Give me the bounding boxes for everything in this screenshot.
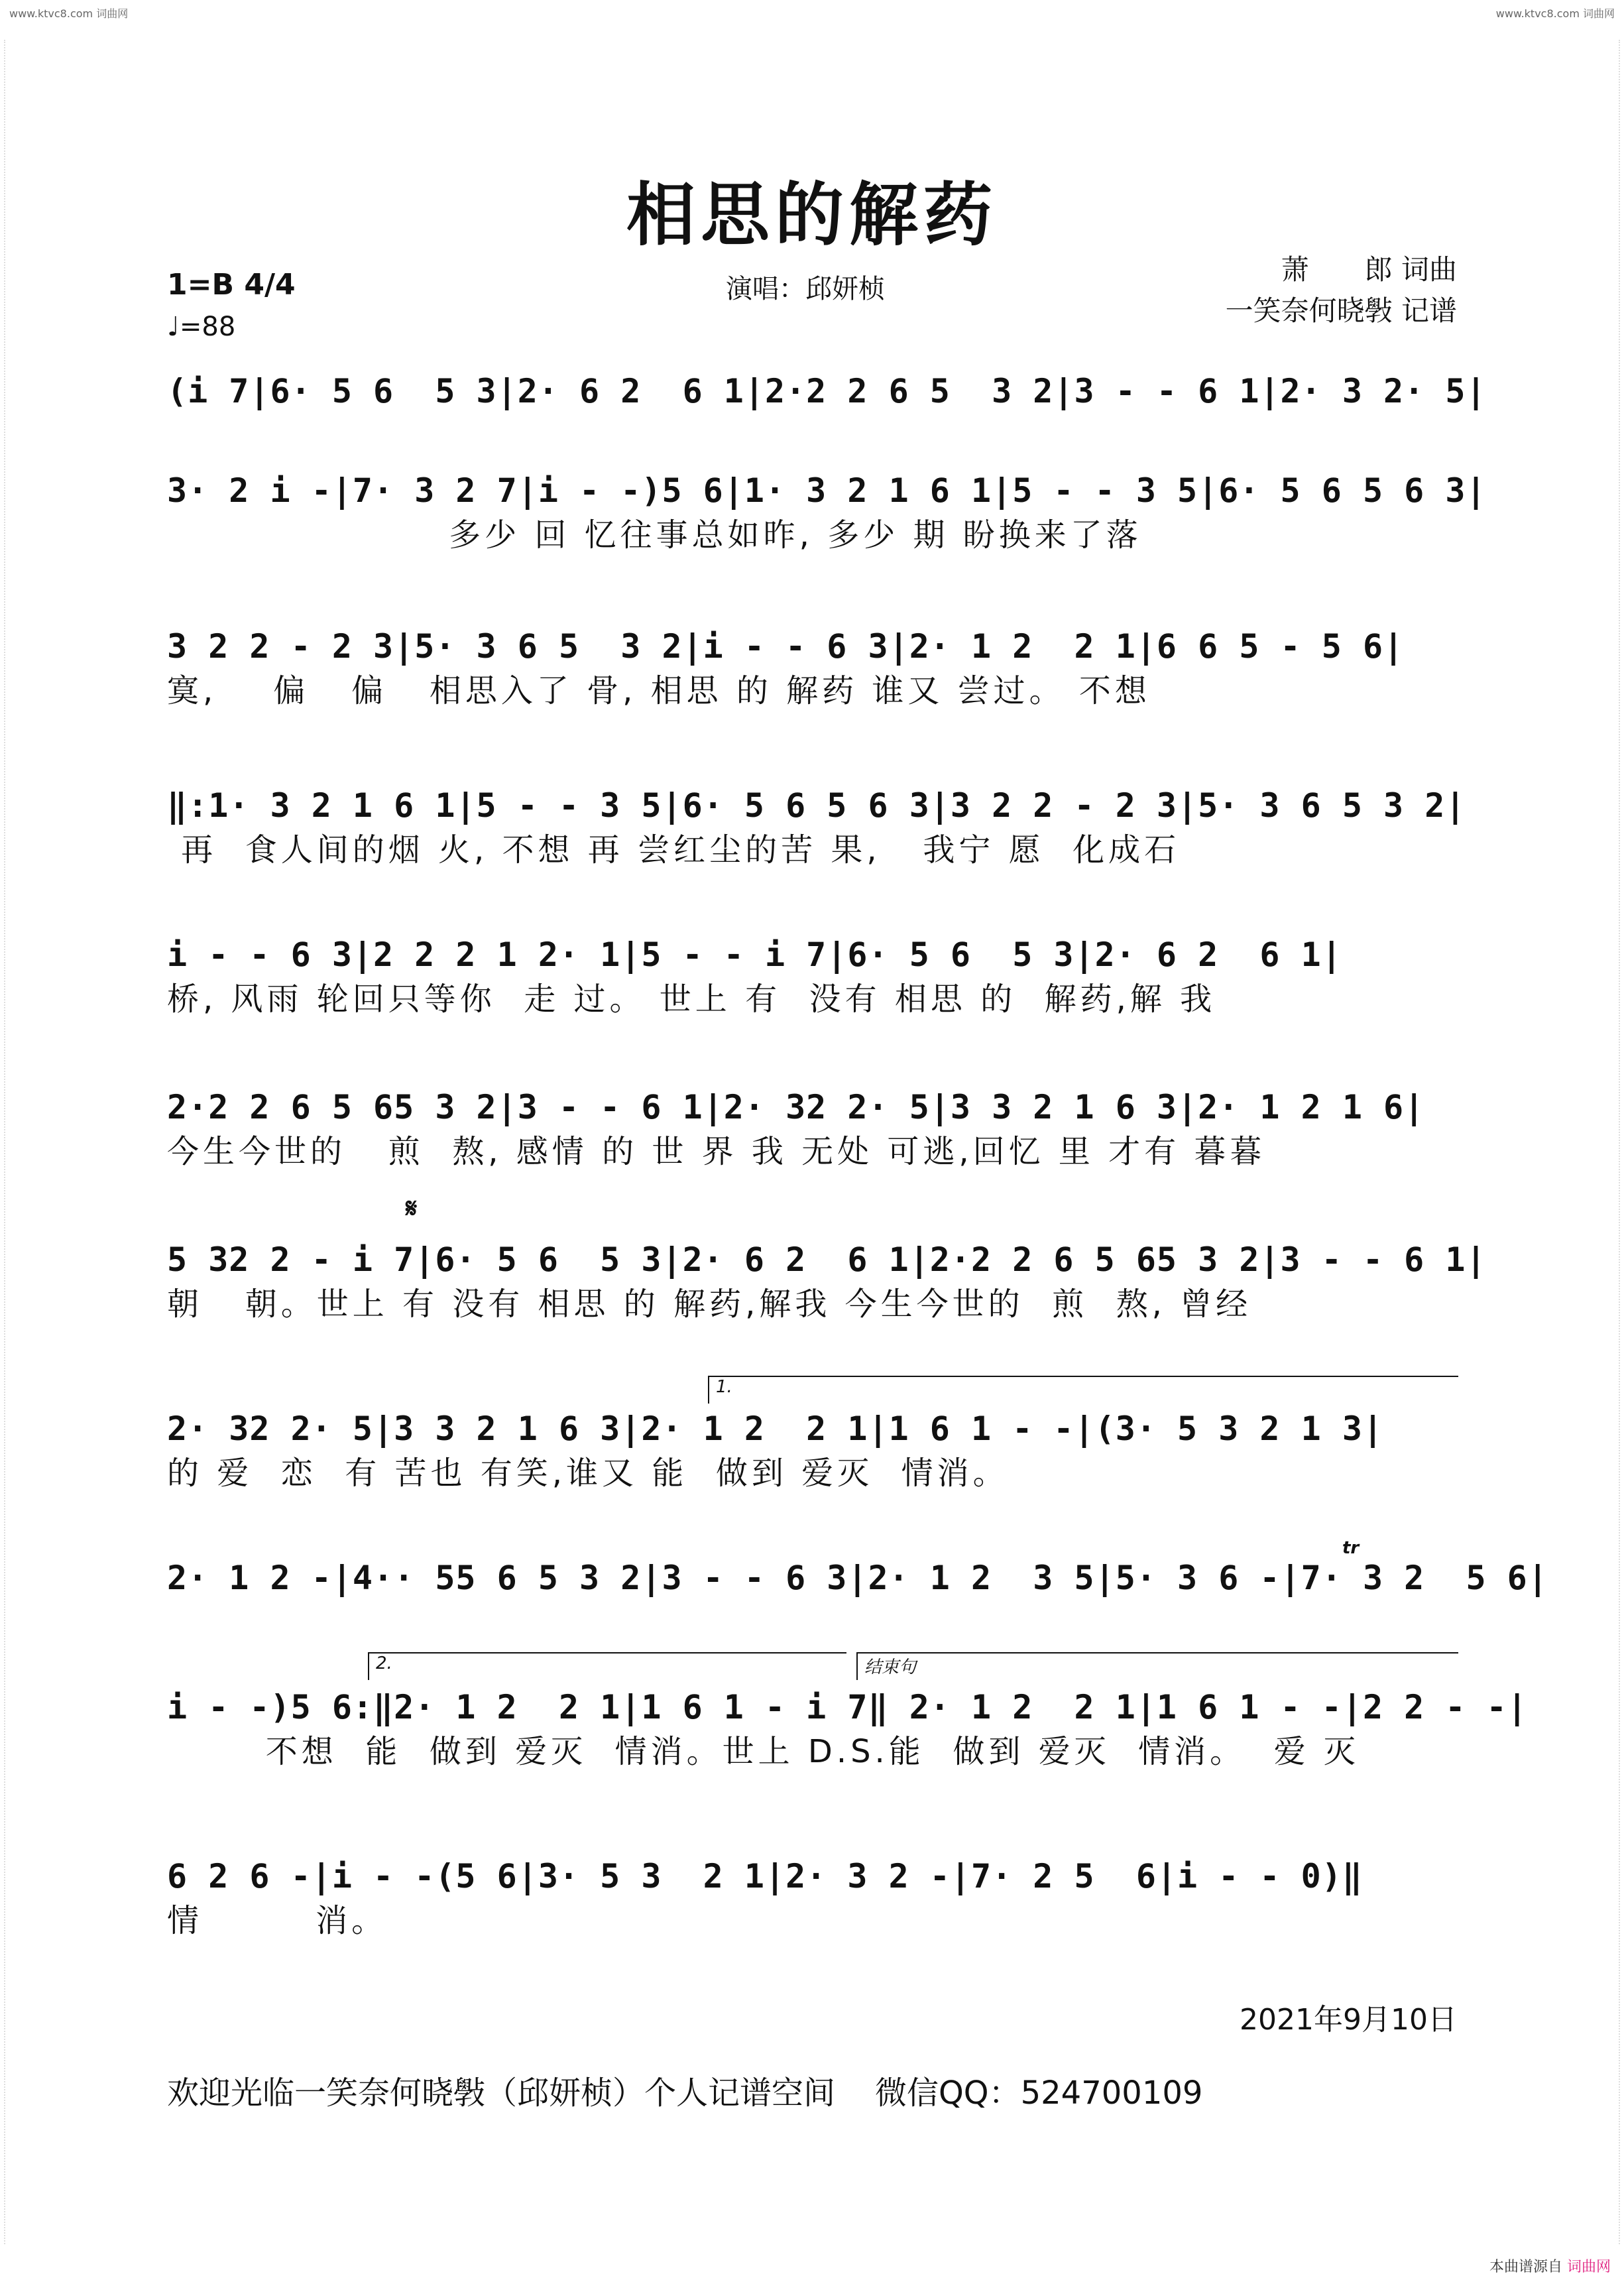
volta-2-label: 2. bbox=[376, 1653, 392, 1673]
score-row-5 bbox=[167, 932, 1460, 1020]
notation-line: (i 7|6· 5 6 5 3|2· 6 2 6 1|2·2 2 6 5 3 2|3 - - 6 1|2· 3 2· 5| bbox=[167, 372, 1487, 410]
lyric-line: 桥, 风雨 轮回只等你 走 过。 世上 有 没有 相思 的 解药,解 我 bbox=[167, 981, 1216, 1018]
footer-banner bbox=[167, 2067, 1202, 2113]
score-row-1 bbox=[167, 368, 1487, 457]
source-credit bbox=[1489, 2255, 1611, 2276]
transcription-date: 2021年9月10日 bbox=[1240, 2003, 1457, 2037]
song-title: 相思的解药 bbox=[626, 174, 998, 255]
key-signature: 1=B 4/4 bbox=[167, 268, 296, 302]
source-brand-link[interactable]: 词曲网 bbox=[1566, 2259, 1611, 2275]
notation-line: 5 32 2 - i 7|6· 5 6 5 3|2· 6 2 6 1|2·2 2 6 5 65 3 2|3 - - 6 1| bbox=[167, 1240, 1487, 1279]
score-row-3 bbox=[167, 623, 1460, 712]
lyric-line: 再 食人间的烟 火, 不想 再 尝红尘的苦 果, 我宁 愿 化成石 bbox=[167, 831, 1181, 869]
lyric-line: 的 爱 恋 有 苦也 有笑,谁又 能 做到 爱灭 情消。 bbox=[167, 1455, 1009, 1492]
lyric-line: 多少 回 忆往事总如昨, 多少 期 盼换来了落 bbox=[167, 516, 1142, 554]
score-row-8 bbox=[167, 1406, 1460, 1494]
notation-line: ‖:1· 3 2 1 6 1|5 - - 3 5|6· 5 6 5 6 3|3 2 2 - 2 3|5· 3 6 5 3 2| bbox=[167, 786, 1466, 825]
score-row-10 bbox=[167, 1684, 1528, 1773]
score-row-2 bbox=[167, 467, 1487, 556]
notation-line: i - - 6 3|2 2 2 1 2· 1|5 - - i 7|6· 5 6 5 3|2· 6 2 6 1| bbox=[167, 935, 1342, 974]
lyric-line: 今生今世的 煎 熬, 感情 的 世 界 我 无处 可逃,回忆 里 才有 暮暮 bbox=[167, 1133, 1266, 1170]
second-ending-bracket bbox=[368, 1652, 846, 1680]
lyric-line: 不想 能 做到 爱灭 情消。世上 D.S.能 做到 爱灭 情消。 爱 灭 bbox=[167, 1733, 1360, 1770]
lyric-line bbox=[167, 414, 1460, 457]
notation-line: 2·2 2 6 5 65 3 2|3 - - 6 1|2· 32 2· 5|3 3 2 1 6 3|2· 1 2 1 6| bbox=[167, 1088, 1425, 1126]
source-prefix: 本曲谱源自 bbox=[1489, 2259, 1562, 2275]
coda-bracket bbox=[856, 1652, 1458, 1680]
author-credits bbox=[1226, 249, 1457, 331]
lyric-line: 朝 朝。世上 有 没有 相思 的 解药,解我 今生今世的 煎 熬, 曾经 bbox=[167, 1286, 1252, 1323]
first-ending-bracket bbox=[708, 1376, 1458, 1404]
lyric-line: 情 消。 bbox=[167, 1902, 388, 1939]
corner-watermark-left: www.ktvc8.com 词曲网 bbox=[9, 7, 129, 20]
notation-line: i - -)5 6:‖2· 1 2 2 1|1 6 1 - i 7‖ 2· 1 2 2 1|1 6 1 - -|2 2 - -| bbox=[167, 1688, 1528, 1726]
segno-mark: 𝄋 bbox=[406, 1193, 418, 1224]
score-row-11 bbox=[167, 1853, 1460, 1942]
score-row-9 bbox=[167, 1555, 1548, 1601]
volta-1-label: 1. bbox=[716, 1377, 732, 1397]
score-row-6 bbox=[167, 1084, 1460, 1173]
trill-ornament: tr bbox=[1342, 1538, 1360, 1558]
notation-line: 2· 1 2 -|4·· 55 6 5 3 2|3 - - 6 3|2· 1 2 3 5|5· 3 6 -|7· 3 2 5 6| bbox=[167, 1559, 1548, 1597]
tempo-marking: ♩=88 bbox=[167, 312, 236, 342]
welcome-text: 欢迎光临一笑奈何晓斅（邱妍桢）个人记谱空间 bbox=[167, 2074, 836, 2112]
singer-credit: 演唱：邱妍桢 bbox=[726, 274, 885, 304]
score-row-7 bbox=[167, 1236, 1487, 1325]
lyric-line: 寞, 偏 偏 相思入了 骨, 相思 的 解药 谁又 尝过。 不想 bbox=[167, 672, 1151, 709]
right-border bbox=[1612, 40, 1620, 2244]
corner-watermark-right: www.ktvc8.com 词曲网 bbox=[1495, 7, 1615, 20]
contact-text: 微信QQ：524700109 bbox=[875, 2074, 1203, 2112]
notation-line: 2· 32 2· 5|3 3 2 1 6 3|2· 1 2 2 1|1 6 1 - -|(3· 5 3 2 1 3| bbox=[167, 1410, 1384, 1448]
lyrics-composer-credit: 萧 郎 词曲 bbox=[1281, 253, 1457, 286]
notation-line: 3· 2 i -|7· 3 2 7|i - -)5 6|1· 3 2 1 6 1|5 - - 3 5|6· 5 6 5 6 3| bbox=[167, 471, 1487, 510]
transcriber-credit: 一笑奈何晓斅 记谱 bbox=[1225, 294, 1457, 327]
ending-label: 结束句 bbox=[864, 1657, 917, 1677]
left-border bbox=[4, 40, 12, 2244]
score-row-4 bbox=[167, 782, 1466, 871]
notation-line: 3 2 2 - 2 3|5· 3 6 5 3 2|i - - 6 3|2· 1 2 2 1|6 6 5 - 5 6| bbox=[167, 627, 1405, 666]
notation-line: 6 2 6 -|i - -(5 6|3· 5 3 2 1|2· 3 2 -|7· 2 5 6|i - - 0)‖ bbox=[167, 1857, 1363, 1895]
